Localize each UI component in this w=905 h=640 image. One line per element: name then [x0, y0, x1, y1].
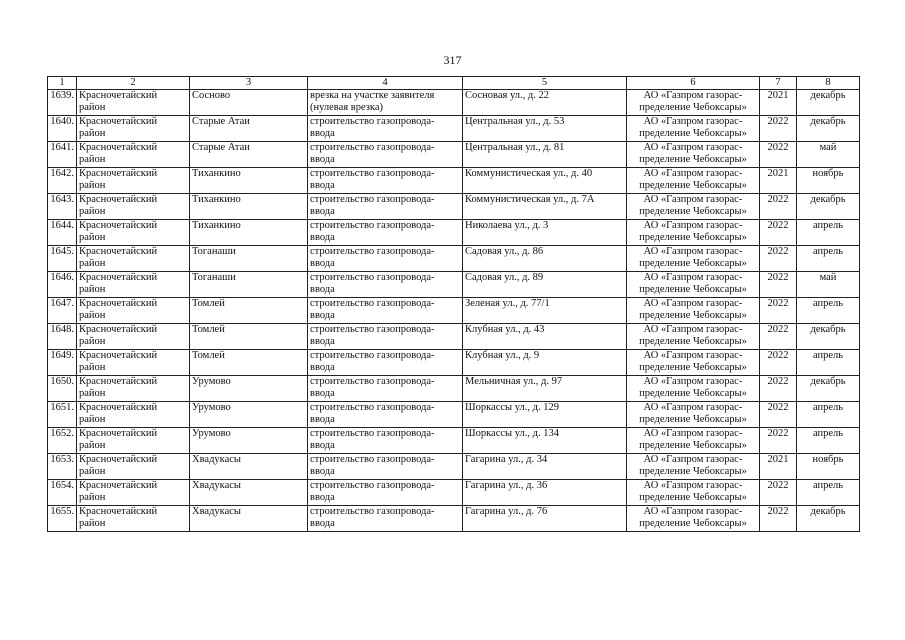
district-cell-line: район: [79, 102, 106, 113]
year-cell: 2022: [760, 246, 797, 272]
row-number: 1652.: [48, 428, 77, 454]
organization-cell: [627, 246, 760, 272]
work-type-cell-line: строительство газопровода-: [310, 402, 435, 413]
locality-cell: Старые Атаи: [190, 116, 308, 142]
row-number: 1639.: [48, 90, 77, 116]
month-cell: декабрь: [797, 90, 860, 116]
address-cell: Клубная ул., д. 9: [463, 350, 627, 376]
organization-cell: [627, 506, 760, 532]
district-cell: [77, 402, 190, 428]
organization-cell-line: АО «Газпром газорас-: [643, 168, 743, 179]
district-cell: [77, 116, 190, 142]
organization-cell-line: пределение Чебоксары»: [639, 362, 747, 373]
address-cell: Шоркассы ул., д. 129: [463, 402, 627, 428]
work-type-cell-line: строительство газопровода-: [310, 480, 435, 491]
year-cell: 2022: [760, 506, 797, 532]
table-row: [48, 194, 860, 220]
organization-cell-line: АО «Газпром газорас-: [643, 142, 743, 153]
organization-cell-line: пределение Чебоксары»: [639, 284, 747, 295]
work-type-cell-line: ввода: [310, 310, 335, 321]
organization-cell: [627, 194, 760, 220]
work-type-cell-line: ввода: [310, 154, 335, 165]
month-cell: ноябрь: [797, 454, 860, 480]
organization-cell-line: пределение Чебоксары»: [639, 414, 747, 425]
month-cell: декабрь: [797, 376, 860, 402]
organization-cell: [627, 376, 760, 402]
district-cell: [77, 272, 190, 298]
district-cell-line: Красночетайский: [79, 402, 158, 413]
work-type-cell: [308, 220, 463, 246]
address-cell: Гагарина ул., д. 76: [463, 506, 627, 532]
year-cell: 2021: [760, 168, 797, 194]
organization-cell-line: АО «Газпром газорас-: [643, 376, 743, 387]
year-cell: 2022: [760, 350, 797, 376]
locality-cell: Тиханкино: [190, 194, 308, 220]
organization-cell-line: АО «Газпром газорас-: [643, 324, 743, 335]
year-cell: 2022: [760, 272, 797, 298]
column-header: 3: [190, 77, 308, 90]
district-cell-line: район: [79, 154, 106, 165]
work-type-cell-line: ввода: [310, 466, 335, 477]
district-cell-line: Красночетайский: [79, 246, 158, 257]
work-type-cell-line: ввода: [310, 128, 335, 139]
month-cell: декабрь: [797, 116, 860, 142]
district-cell-line: Красночетайский: [79, 168, 158, 179]
district-cell-line: район: [79, 206, 106, 217]
district-cell-line: Красночетайский: [79, 116, 158, 127]
table-row: [48, 480, 860, 506]
district-cell: [77, 90, 190, 116]
table-row: [48, 142, 860, 168]
district-cell: [77, 246, 190, 272]
row-number: 1641.: [48, 142, 77, 168]
row-number: 1647.: [48, 298, 77, 324]
year-cell: 2022: [760, 194, 797, 220]
work-type-cell-line: строительство газопровода-: [310, 324, 435, 335]
locality-cell: Сосново: [190, 90, 308, 116]
work-type-cell-line: строительство газопровода-: [310, 454, 435, 465]
district-cell-line: район: [79, 440, 106, 451]
work-type-cell-line: строительство газопровода-: [310, 246, 435, 257]
month-cell: апрель: [797, 402, 860, 428]
district-cell-line: Красночетайский: [79, 90, 158, 101]
district-cell: [77, 142, 190, 168]
district-cell-line: Красночетайский: [79, 506, 158, 517]
district-cell-line: район: [79, 518, 106, 529]
district-cell-line: район: [79, 258, 106, 269]
district-cell-line: Красночетайский: [79, 298, 158, 309]
row-number: 1651.: [48, 402, 77, 428]
year-cell: 2022: [760, 220, 797, 246]
work-type-cell-line: строительство газопровода-: [310, 506, 435, 517]
organization-cell-line: пределение Чебоксары»: [639, 440, 747, 451]
organization-cell-line: пределение Чебоксары»: [639, 154, 747, 165]
month-cell: декабрь: [797, 324, 860, 350]
work-type-cell: [308, 116, 463, 142]
locality-cell: Тоганаши: [190, 246, 308, 272]
organization-cell-line: пределение Чебоксары»: [639, 258, 747, 269]
work-type-cell-line: ввода: [310, 518, 335, 529]
row-number: 1644.: [48, 220, 77, 246]
organization-cell-line: пределение Чебоксары»: [639, 336, 747, 347]
table-row: [48, 220, 860, 246]
organization-cell: [627, 402, 760, 428]
district-cell-line: Красночетайский: [79, 480, 158, 491]
work-type-cell-line: ввода: [310, 284, 335, 295]
month-cell: апрель: [797, 220, 860, 246]
month-cell: апрель: [797, 428, 860, 454]
month-cell: апрель: [797, 298, 860, 324]
address-cell: Николаева ул., д. 3: [463, 220, 627, 246]
organization-cell: [627, 298, 760, 324]
row-number: 1645.: [48, 246, 77, 272]
district-cell-line: район: [79, 388, 106, 399]
organization-cell-line: пределение Чебоксары»: [639, 388, 747, 399]
organization-cell-line: АО «Газпром газорас-: [643, 116, 743, 127]
locality-cell: Старые Атаи: [190, 142, 308, 168]
locality-cell: Урумово: [190, 402, 308, 428]
district-cell-line: район: [79, 180, 106, 191]
district-cell-line: Красночетайский: [79, 272, 158, 283]
row-number: 1655.: [48, 506, 77, 532]
work-type-cell-line: ввода: [310, 492, 335, 503]
district-cell-line: район: [79, 362, 106, 373]
column-header: 2: [77, 77, 190, 90]
district-cell-line: район: [79, 128, 106, 139]
work-type-cell-line: ввода: [310, 336, 335, 347]
address-cell: Гагарина ул., д. 36: [463, 480, 627, 506]
gas-connection-table: [47, 76, 860, 532]
organization-cell-line: АО «Газпром газорас-: [643, 454, 743, 465]
organization-cell: [627, 324, 760, 350]
district-cell: [77, 324, 190, 350]
district-cell-line: Красночетайский: [79, 194, 158, 205]
district-cell-line: район: [79, 284, 106, 295]
locality-cell: Урумово: [190, 376, 308, 402]
address-cell: Коммунистическая ул., д. 7А: [463, 194, 627, 220]
work-type-cell-line: строительство газопровода-: [310, 142, 435, 153]
table-row: [48, 246, 860, 272]
year-cell: 2022: [760, 142, 797, 168]
work-type-cell-line: строительство газопровода-: [310, 220, 435, 231]
year-cell: 2022: [760, 298, 797, 324]
district-cell: [77, 376, 190, 402]
district-cell-line: Красночетайский: [79, 220, 158, 231]
table-row: [48, 90, 860, 116]
district-cell-line: район: [79, 492, 106, 503]
month-cell: ноябрь: [797, 168, 860, 194]
month-cell: декабрь: [797, 506, 860, 532]
work-type-cell: [308, 194, 463, 220]
district-cell: [77, 298, 190, 324]
locality-cell: Томлей: [190, 298, 308, 324]
organization-cell-line: АО «Газпром газорас-: [643, 480, 743, 491]
table-row: [48, 402, 860, 428]
row-number: 1640.: [48, 116, 77, 142]
month-cell: май: [797, 272, 860, 298]
table-row: [48, 168, 860, 194]
month-cell: апрель: [797, 350, 860, 376]
organization-cell: [627, 90, 760, 116]
work-type-cell: [308, 428, 463, 454]
district-cell-line: Красночетайский: [79, 142, 158, 153]
address-cell: Клубная ул., д. 43: [463, 324, 627, 350]
table-row: [48, 454, 860, 480]
organization-cell-line: АО «Газпром газорас-: [643, 350, 743, 361]
organization-cell-line: пределение Чебоксары»: [639, 492, 747, 503]
district-cell-line: Красночетайский: [79, 454, 158, 465]
work-type-cell: [308, 454, 463, 480]
work-type-cell-line: ввода: [310, 232, 335, 243]
organization-cell-line: АО «Газпром газорас-: [643, 246, 743, 257]
district-cell-line: Красночетайский: [79, 376, 158, 387]
locality-cell: Хвадукасы: [190, 506, 308, 532]
work-type-cell: [308, 90, 463, 116]
address-cell: Сосновая ул., д. 22: [463, 90, 627, 116]
district-cell-line: район: [79, 414, 106, 425]
column-header: 8: [797, 77, 860, 90]
organization-cell-line: АО «Газпром газорас-: [643, 506, 743, 517]
work-type-cell: [308, 272, 463, 298]
work-type-cell: [308, 402, 463, 428]
work-type-cell-line: строительство газопровода-: [310, 428, 435, 439]
work-type-cell-line: врезка на участке заявителя: [310, 90, 435, 101]
district-cell-line: район: [79, 310, 106, 321]
work-type-cell-line: строительство газопровода-: [310, 298, 435, 309]
district-cell-line: район: [79, 336, 106, 347]
district-cell: [77, 480, 190, 506]
organization-cell-line: АО «Газпром газорас-: [643, 402, 743, 413]
month-cell: апрель: [797, 480, 860, 506]
table-row: [48, 376, 860, 402]
organization-cell-line: АО «Газпром газорас-: [643, 194, 743, 205]
locality-cell: Хвадукасы: [190, 454, 308, 480]
district-cell: [77, 220, 190, 246]
column-header: 7: [760, 77, 797, 90]
district-cell: [77, 194, 190, 220]
locality-cell: Тиханкино: [190, 220, 308, 246]
work-type-cell: [308, 324, 463, 350]
organization-cell: [627, 428, 760, 454]
work-type-cell-line: ввода: [310, 258, 335, 269]
district-cell: [77, 168, 190, 194]
table-body: [48, 90, 860, 532]
organization-cell-line: пределение Чебоксары»: [639, 310, 747, 321]
work-type-cell: [308, 376, 463, 402]
address-cell: Центральная ул., д. 53: [463, 116, 627, 142]
work-type-cell-line: строительство газопровода-: [310, 194, 435, 205]
year-cell: 2022: [760, 428, 797, 454]
organization-cell: [627, 350, 760, 376]
table-row: [48, 428, 860, 454]
table-row: [48, 272, 860, 298]
work-type-cell-line: ввода: [310, 414, 335, 425]
work-type-cell-line: ввода: [310, 440, 335, 451]
address-cell: Садовая ул., д. 89: [463, 272, 627, 298]
organization-cell: [627, 454, 760, 480]
address-cell: Садовая ул., д. 86: [463, 246, 627, 272]
organization-cell: [627, 220, 760, 246]
locality-cell: Урумово: [190, 428, 308, 454]
work-type-cell-line: ввода: [310, 206, 335, 217]
year-cell: 2022: [760, 402, 797, 428]
table-row: [48, 324, 860, 350]
work-type-cell-line: строительство газопровода-: [310, 168, 435, 179]
row-number: 1642.: [48, 168, 77, 194]
row-number: 1653.: [48, 454, 77, 480]
organization-cell: [627, 142, 760, 168]
district-cell-line: район: [79, 466, 106, 477]
table-header-row: [48, 77, 860, 90]
district-cell-line: Красночетайский: [79, 350, 158, 361]
organization-cell-line: пределение Чебоксары»: [639, 518, 747, 529]
work-type-cell: [308, 168, 463, 194]
work-type-cell-line: строительство газопровода-: [310, 272, 435, 283]
locality-cell: Тиханкино: [190, 168, 308, 194]
work-type-cell-line: строительство газопровода-: [310, 376, 435, 387]
year-cell: 2022: [760, 480, 797, 506]
work-type-cell-line: строительство газопровода-: [310, 116, 435, 127]
column-header: 6: [627, 77, 760, 90]
work-type-cell: [308, 506, 463, 532]
locality-cell: Тоганаши: [190, 272, 308, 298]
work-type-cell: [308, 246, 463, 272]
row-number: 1649.: [48, 350, 77, 376]
address-cell: Шоркассы ул., д. 134: [463, 428, 627, 454]
column-header: 5: [463, 77, 627, 90]
year-cell: 2021: [760, 90, 797, 116]
organization-cell: [627, 272, 760, 298]
organization-cell-line: пределение Чебоксары»: [639, 466, 747, 477]
organization-cell: [627, 168, 760, 194]
table-row: [48, 298, 860, 324]
table-row: [48, 116, 860, 142]
column-header: 1: [48, 77, 77, 90]
district-cell: [77, 454, 190, 480]
work-type-cell-line: строительство газопровода-: [310, 350, 435, 361]
address-cell: Центральная ул., д. 81: [463, 142, 627, 168]
district-cell-line: Красночетайский: [79, 428, 158, 439]
organization-cell-line: пределение Чебоксары»: [639, 102, 747, 113]
work-type-cell-line: (нулевая врезка): [310, 102, 383, 113]
row-number: 1648.: [48, 324, 77, 350]
address-cell: Коммунистическая ул., д. 40: [463, 168, 627, 194]
organization-cell-line: пределение Чебоксары»: [639, 180, 747, 191]
month-cell: апрель: [797, 246, 860, 272]
locality-cell: Томлей: [190, 350, 308, 376]
address-cell: Мельничная ул., д. 97: [463, 376, 627, 402]
month-cell: декабрь: [797, 194, 860, 220]
month-cell: май: [797, 142, 860, 168]
year-cell: 2022: [760, 324, 797, 350]
row-number: 1654.: [48, 480, 77, 506]
address-cell: Зеленая ул., д. 77/1: [463, 298, 627, 324]
district-cell-line: район: [79, 232, 106, 243]
year-cell: 2022: [760, 376, 797, 402]
row-number: 1646.: [48, 272, 77, 298]
work-type-cell: [308, 350, 463, 376]
work-type-cell: [308, 298, 463, 324]
work-type-cell-line: ввода: [310, 180, 335, 191]
organization-cell-line: АО «Газпром газорас-: [643, 90, 743, 101]
table-row: [48, 506, 860, 532]
organization-cell: [627, 116, 760, 142]
work-type-cell-line: ввода: [310, 362, 335, 373]
district-cell: [77, 506, 190, 532]
work-type-cell: [308, 480, 463, 506]
work-type-cell-line: ввода: [310, 388, 335, 399]
row-number: 1643.: [48, 194, 77, 220]
organization-cell-line: пределение Чебоксары»: [639, 232, 747, 243]
district-cell: [77, 428, 190, 454]
district-cell: [77, 350, 190, 376]
organization-cell-line: АО «Газпром газорас-: [643, 298, 743, 309]
organization-cell-line: АО «Газпром газорас-: [643, 428, 743, 439]
organization-cell: [627, 480, 760, 506]
table-row: [48, 350, 860, 376]
row-number: 1650.: [48, 376, 77, 402]
page-number: 317: [443, 53, 462, 67]
locality-cell: Томлей: [190, 324, 308, 350]
locality-cell: Хвадукасы: [190, 480, 308, 506]
column-header: 4: [308, 77, 463, 90]
organization-cell-line: АО «Газпром газорас-: [643, 272, 743, 283]
organization-cell-line: АО «Газпром газорас-: [643, 220, 743, 231]
organization-cell-line: пределение Чебоксары»: [639, 206, 747, 217]
address-cell: Гагарина ул., д. 34: [463, 454, 627, 480]
district-cell-line: Красночетайский: [79, 324, 158, 335]
work-type-cell: [308, 142, 463, 168]
organization-cell-line: пределение Чебоксары»: [639, 128, 747, 139]
year-cell: 2021: [760, 454, 797, 480]
year-cell: 2022: [760, 116, 797, 142]
